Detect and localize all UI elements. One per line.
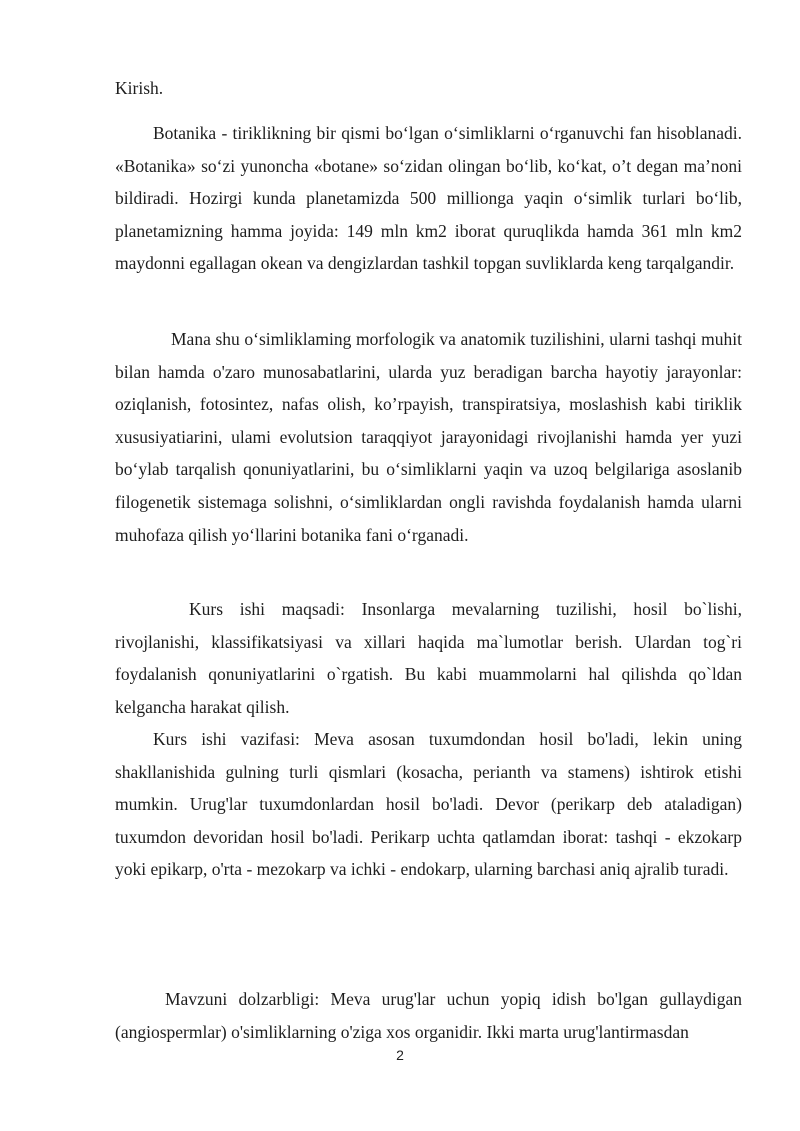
paragraph-course-goal: Kurs ishi maqsadi: Insonlarga mevalarning tuzilishi, hosil bo`lishi, rivojlanishi, klassifikatsiyasi va xillari haqida ma`lumotlar berish. Ulardan tog`ri foydalanish qonuniyatlarini o`rgatish. Bu kabi muammolarni hal qilishda qo`ldan kelgancha harakat qilish. (115, 599, 742, 717)
paragraph-topic-relevance: Mavzuni dolzarbligi: Meva urug'lar uchun yopiq idish bo'lgan gullaydigan (angiospermlar) o'simliklarning o'ziga xos organidir. Ikki marta urug'lantirmasdan (115, 989, 742, 1042)
paragraph-course-tasks: Kurs ishi vazifasi: Meva asosan tuxumdondan hosil bo'ladi, lekin uning shakllanishida gulning turli qismlari (kosacha, perianth va stamens) ishtirok etishi mumkin. Urug'lar tuxumdonlardan hosil bo'ladi. Devor (perikarp deb ataladigan) tuxumdon devoridan hosil bo'ladi. Perikarp uchta qatlamdan iborat: tashqi - ekzokarp yoki epikarp, o'rta - mezokarp va ichki - endokarp, ularning barchasi aniq ajralib turadi. (115, 729, 742, 880)
page-number: 2 (396, 1047, 404, 1063)
paragraph-study-scope: Mana shu o‘simliklaming morfologik va anatomik tuzilishini, ularni tashqi muhit bilan hamda o'zaro munosabatlarini, ularda yuz beradigan barcha hayotiy jarayonlar: oziqlanish, fotosintez, nafas olish, ko’rpayish, transpiratsiya, moslashish kabi tiriklik xususiyatiarini, ulami evolutsion taraqqiyot jarayonidagi rivojlanishi hamda yer yuzi bo‘ylab tarqalish qonuniyatlarini, bu o‘simliklarni yaqin va uzoq belgilariga asoslanib filogenetik sistemaga solishni, o‘simliklardan ongli ravishda foydalanish hamda ularni muhofaza qilish yo‘llarini botanika fani o‘rganadi. (115, 329, 742, 545)
paragraph-botanika-intro: Botanika - tiriklikning bir qismi bo‘lgan o‘simliklarni o‘rganuvchi fan hisoblanadi. «Botanika» so‘zi yunoncha «botane» so‘zidan olingan bo‘lib, ko‘kat, o’t degan ma’noni bildiradi. Hozirgi kunda planetamizda 500 millionga yaqin o‘simlik turlari bo‘lib, planetamizning hamma joyida: 149 mln km2 iborat quruqlikda hamda 361 mln km2 maydonni egallagan okean va dengizlardan tashkil topgan suvliklarda keng tarqalgandir. (115, 123, 742, 274)
section-heading: Kirish. (115, 78, 164, 98)
